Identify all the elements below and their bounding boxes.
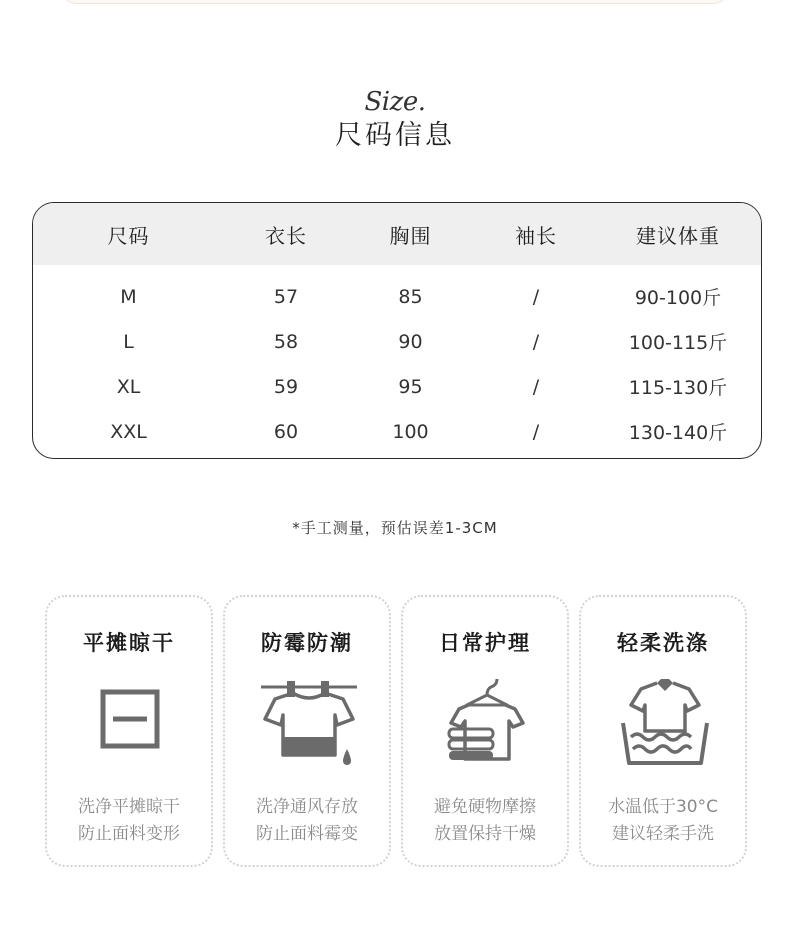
hanging-shirt-icon [259, 679, 359, 769]
table-cell: XXL [110, 420, 147, 443]
table-cell: / [532, 375, 540, 398]
size-table [32, 202, 762, 459]
care-card-mildew-proof [223, 595, 391, 867]
table-row [33, 274, 761, 319]
table-cell: 57 [273, 285, 299, 308]
table-cell: / [532, 330, 540, 353]
table-row [33, 409, 761, 454]
size-script-title: Size. [364, 87, 426, 117]
care-description [581, 794, 745, 848]
table-cell: 100-115斤 [628, 332, 728, 354]
care-desc-line: 避免硬物摩擦 [434, 797, 536, 817]
table-cell: 59 [273, 375, 299, 398]
care-desc-line: 水温低于30°C [607, 797, 718, 817]
table-cell: 85 [398, 285, 423, 308]
column-header-weight: 建议体重 [636, 223, 720, 248]
table-cell: / [532, 285, 540, 308]
table-cell: XL [116, 375, 141, 398]
care-desc-line: 建议轻柔手洗 [612, 824, 714, 844]
table-cell: L [123, 330, 134, 353]
table-cell: 90 [398, 330, 423, 353]
hand-wash-icon [615, 679, 715, 769]
table-cell: / [532, 420, 540, 443]
table-cell: 58 [273, 330, 299, 353]
column-header-length: 衣长 [265, 223, 307, 248]
care-title: 防霉防潮 [261, 631, 353, 655]
care-instructions [45, 595, 747, 867]
care-card-daily-care [401, 595, 569, 867]
table-cell: 95 [398, 375, 423, 398]
size-header [0, 85, 790, 153]
column-header-chest: 胸围 [389, 223, 432, 248]
care-desc-line: 防止面料变形 [78, 824, 180, 844]
table-cell: 90-100斤 [634, 287, 722, 309]
care-card-gentle-wash [579, 595, 747, 867]
care-desc-line: 洗净平摊晾干 [78, 797, 180, 817]
care-title: 日常护理 [439, 631, 531, 655]
care-desc-line: 洗净通风存放 [256, 797, 358, 817]
table-cell: 115-130斤 [628, 377, 728, 399]
care-description [47, 794, 211, 848]
table-cell: 60 [273, 420, 299, 443]
care-description [225, 794, 389, 848]
care-title: 平摊晾干 [83, 631, 175, 655]
care-description [403, 794, 567, 848]
column-header-sleeve: 袖长 [515, 223, 557, 248]
measurement-note: *手工测量，预估误差1-3CM [292, 519, 498, 537]
table-cell: 130-140斤 [628, 422, 728, 444]
care-title: 轻柔洗涤 [617, 631, 709, 655]
table-row [33, 364, 761, 409]
flat-dry-icon [81, 679, 181, 769]
top-decor-bar [62, 0, 728, 4]
table-header-row [33, 203, 761, 265]
care-desc-line: 防止面料霉变 [256, 824, 358, 844]
care-desc-line: 放置保持干燥 [434, 824, 536, 844]
table-row [33, 319, 761, 364]
table-cell: M [120, 285, 137, 308]
care-card-flat-dry [45, 595, 213, 867]
table-cell: 100 [392, 420, 429, 443]
page-title: 尺码信息 [335, 120, 455, 151]
hanger-folded-clothes-icon [437, 679, 537, 769]
column-header-size: 尺码 [107, 223, 150, 248]
